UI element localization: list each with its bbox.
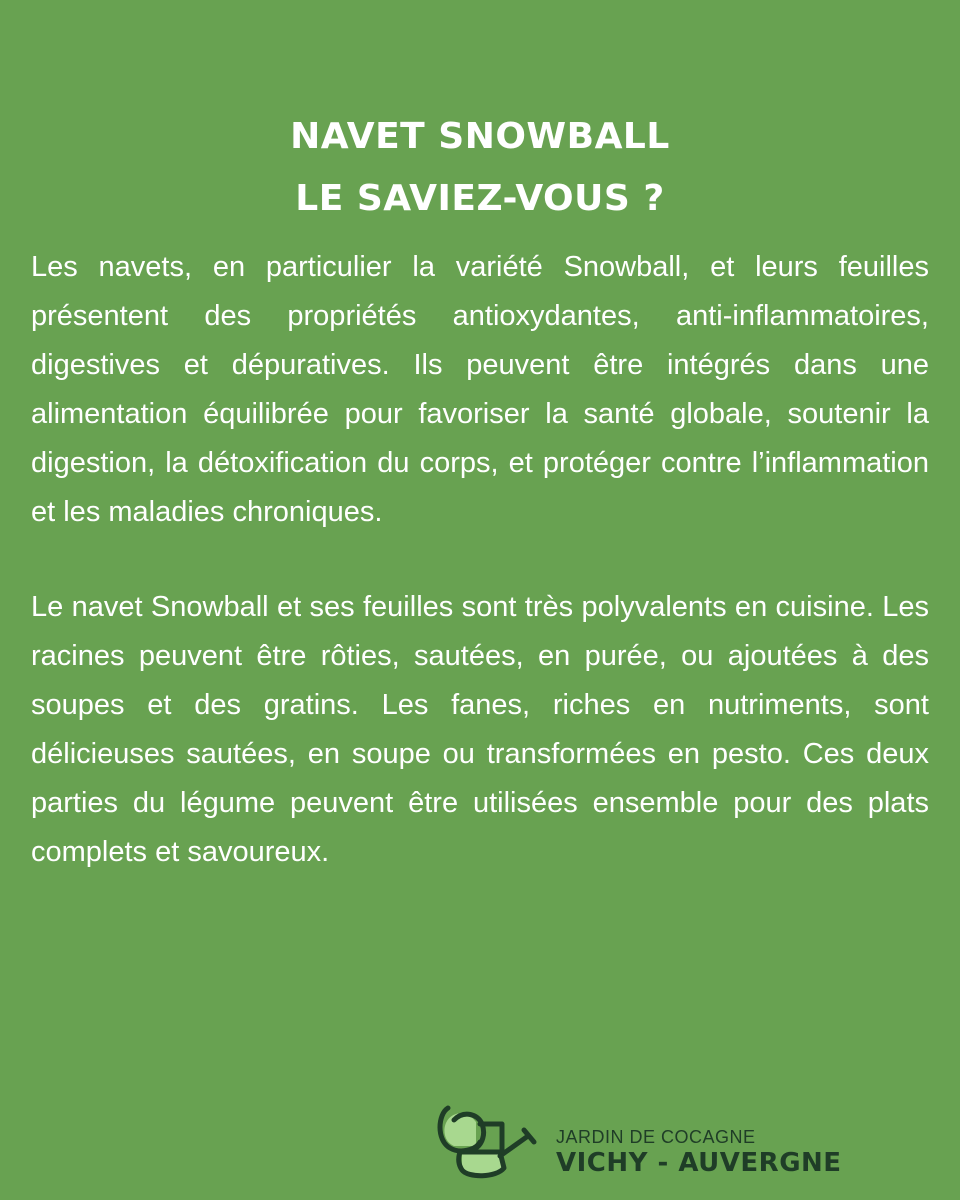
brand-logo: [436, 1100, 876, 1182]
title-line-1: NAVET SNOWBALL: [290, 116, 670, 158]
paragraph-cooking-uses: Le navet Snowball et ses feuilles sont très polyvalents en cuisine. Les racines peuvent être rôties, sautées, en purée, ou ajoutées à des soupes et des gratins. Les fanes, riches en nutriments, sont délicieuses sautées, en soupe ou transformées en pesto. Ces deux parties du légume peuvent être utilisées ensemble pour des plats complets et savoureux.: [31, 591, 929, 868]
page-title: [0, 106, 960, 230]
paragraph-health-benefits: Les navets, en particulier la variété Snowball, et leurs feuilles présentent des propriétés antioxydantes, anti-inflammatoires, digestives et dépuratives. Ils peuvent être intégrés dans une alimentation équilibrée pour favoriser la santé globale, soutenir la digestion, la détoxification du corps, et protéger contre l’inflammation et les maladies chroniques.: [31, 251, 929, 528]
logo-text-line-1: JARDIN DE COCAGNE: [556, 1127, 756, 1147]
logo-text-line-2: VICHY - AUVERGNE: [556, 1148, 842, 1178]
watering-can-icon: [436, 1100, 548, 1182]
title-line-2: LE SAVIEZ-VOUS ?: [295, 178, 665, 220]
